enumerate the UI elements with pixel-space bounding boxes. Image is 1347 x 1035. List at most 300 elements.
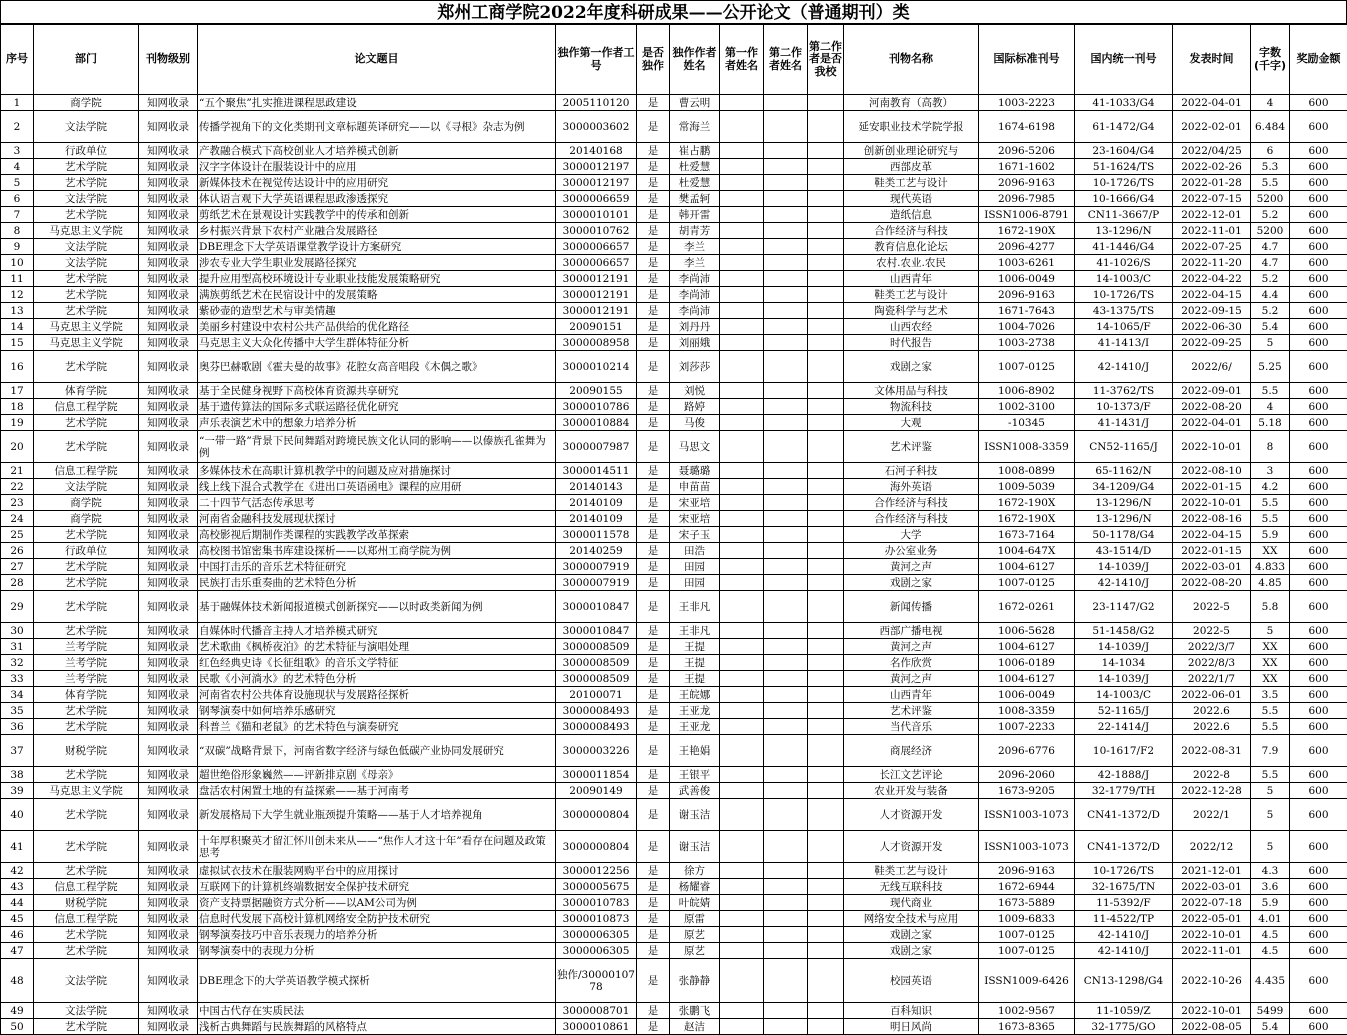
table-cell: 原雷 bbox=[670, 911, 720, 927]
table-cell: 36 bbox=[1, 719, 34, 735]
table-cell: 4 bbox=[1251, 399, 1290, 415]
table-cell: “五个聚焦”扎实推进课程思政建设 bbox=[198, 95, 556, 111]
table-cell: 4.85 bbox=[1251, 575, 1290, 591]
table-cell: 35 bbox=[1, 703, 34, 719]
table-cell: 艺术学院 bbox=[34, 415, 139, 431]
table-cell: 王提 bbox=[670, 639, 720, 655]
table-cell: 王银平 bbox=[670, 767, 720, 783]
table-cell: 14-1065/F bbox=[1075, 319, 1173, 335]
table-cell: 3000003226 bbox=[556, 735, 637, 767]
table-cell: XX bbox=[1251, 655, 1290, 671]
table-cell: 李尚沛 bbox=[670, 303, 720, 319]
table-cell bbox=[808, 671, 844, 687]
table-cell: 乡村振兴背景下农村产业融合发展路径 bbox=[198, 223, 556, 239]
column-header: 奖励金额 bbox=[1290, 25, 1347, 95]
table-cell: 戏剧之家 bbox=[844, 575, 979, 591]
table-cell: 王亚龙 bbox=[670, 703, 720, 719]
table-cell: 600 bbox=[1290, 527, 1347, 543]
table-cell: 2096-2060 bbox=[979, 767, 1075, 783]
table-cell: 11-4522/TP bbox=[1075, 911, 1173, 927]
table-cell bbox=[764, 927, 808, 943]
table-cell: 600 bbox=[1290, 783, 1347, 799]
table-cell: 5.9 bbox=[1251, 895, 1290, 911]
table-cell bbox=[720, 415, 764, 431]
table-cell: 41-1026/S bbox=[1075, 255, 1173, 271]
table-cell: 知网收录 bbox=[139, 111, 198, 143]
table-cell bbox=[720, 799, 764, 831]
table-cell: 2022-06-01 bbox=[1173, 687, 1251, 703]
table-row bbox=[1, 623, 1347, 639]
table-cell: 1004-6127 bbox=[979, 639, 1075, 655]
table-cell: 是 bbox=[637, 943, 670, 959]
table-cell: 知网收录 bbox=[139, 207, 198, 223]
table-cell: 知网收录 bbox=[139, 799, 198, 831]
table-cell: 财税学院 bbox=[34, 895, 139, 911]
table-cell: 3000010847 bbox=[556, 591, 637, 623]
table-cell bbox=[808, 863, 844, 879]
table-cell: 600 bbox=[1290, 735, 1347, 767]
table-cell: 52-1165/J bbox=[1075, 703, 1173, 719]
table-row bbox=[1, 319, 1347, 335]
table-cell: 新发展格局下大学生就业瓶颈提升策略——基于人才培养视角 bbox=[198, 799, 556, 831]
table-cell bbox=[764, 623, 808, 639]
table-cell: 造纸信息 bbox=[844, 207, 979, 223]
table-cell: 信息工程学院 bbox=[34, 463, 139, 479]
table-row bbox=[1, 383, 1347, 399]
table-cell: 14-1034 bbox=[1075, 655, 1173, 671]
table-cell bbox=[720, 767, 764, 783]
table-cell bbox=[808, 719, 844, 735]
table-row bbox=[1, 431, 1347, 463]
table-cell: 知网收录 bbox=[139, 287, 198, 303]
table-cell: 是 bbox=[637, 287, 670, 303]
table-cell: 是 bbox=[637, 783, 670, 799]
table-cell: 2022-01-15 bbox=[1173, 543, 1251, 559]
table-cell: 李尚沛 bbox=[670, 287, 720, 303]
table-cell: 600 bbox=[1290, 415, 1347, 431]
table-cell: 3.5 bbox=[1251, 687, 1290, 703]
table-cell: 文法学院 bbox=[34, 191, 139, 207]
table-cell: 人才资源开发 bbox=[844, 831, 979, 863]
table-cell: 杨耀睿 bbox=[670, 879, 720, 895]
table-cell: 3000006659 bbox=[556, 191, 637, 207]
table-cell: 马克思主义学院 bbox=[34, 335, 139, 351]
table-cell: 涉农专业大学生职业发展路径探究 bbox=[198, 255, 556, 271]
table-cell bbox=[764, 143, 808, 159]
table-cell: 3000012191 bbox=[556, 271, 637, 287]
table-cell: 600 bbox=[1290, 431, 1347, 463]
table-cell: 申苗苗 bbox=[670, 479, 720, 495]
column-header: 部门 bbox=[34, 25, 139, 95]
table-cell: 艺术歌曲《枫桥夜泊》的艺术特征与演唱处理 bbox=[198, 639, 556, 655]
table-cell: 知网收录 bbox=[139, 687, 198, 703]
table-cell: 2022-09-25 bbox=[1173, 335, 1251, 351]
table-cell: 是 bbox=[637, 879, 670, 895]
table-row bbox=[1, 959, 1347, 1003]
table-cell: 财税学院 bbox=[34, 735, 139, 767]
table-cell: 是 bbox=[637, 351, 670, 383]
table-cell bbox=[808, 591, 844, 623]
table-cell: 5.9 bbox=[1251, 527, 1290, 543]
table-cell: 3000008509 bbox=[556, 671, 637, 687]
table-cell bbox=[720, 175, 764, 191]
table-cell bbox=[720, 863, 764, 879]
table-cell: 20140168 bbox=[556, 143, 637, 159]
table-cell: 中国打击乐的音乐艺术特征研究 bbox=[198, 559, 556, 575]
table-cell: 600 bbox=[1290, 671, 1347, 687]
table-cell: 1 bbox=[1, 95, 34, 111]
table-cell: 知网收录 bbox=[139, 175, 198, 191]
table-cell: 3000010873 bbox=[556, 911, 637, 927]
table-cell: 600 bbox=[1290, 95, 1347, 111]
table-row bbox=[1, 543, 1347, 559]
table-cell: 3000008493 bbox=[556, 719, 637, 735]
table-cell bbox=[764, 303, 808, 319]
table-cell bbox=[808, 575, 844, 591]
table-cell: 多媒体技术在高职计算机教学中的问题及应对措施探讨 bbox=[198, 463, 556, 479]
table-cell: 河南省农村公共体育设施现状与发展路径探析 bbox=[198, 687, 556, 703]
table-cell: 5 bbox=[1251, 799, 1290, 831]
table-row bbox=[1, 399, 1347, 415]
table-cell bbox=[764, 671, 808, 687]
table-cell: 信息工程学院 bbox=[34, 879, 139, 895]
table-cell: 知网收录 bbox=[139, 463, 198, 479]
table-cell: 是 bbox=[637, 479, 670, 495]
table-cell bbox=[808, 767, 844, 783]
table-row bbox=[1, 767, 1347, 783]
table-cell: 20 bbox=[1, 431, 34, 463]
table-cell: 宋亚培 bbox=[670, 511, 720, 527]
table-cell: 22-1414/J bbox=[1075, 719, 1173, 735]
table-cell: 5 bbox=[1251, 623, 1290, 639]
table-cell: 2022-10-26 bbox=[1173, 959, 1251, 1003]
table-cell: 是 bbox=[637, 1003, 670, 1019]
table-cell: 600 bbox=[1290, 143, 1347, 159]
table-cell: 是 bbox=[637, 143, 670, 159]
table-cell: 行政单位 bbox=[34, 543, 139, 559]
table-cell: 3000010783 bbox=[556, 895, 637, 911]
table-cell: 是 bbox=[637, 415, 670, 431]
table-cell: 张鹏飞 bbox=[670, 1003, 720, 1019]
table-cell bbox=[808, 319, 844, 335]
table-cell: 5200 bbox=[1251, 191, 1290, 207]
table-cell: 艺术学院 bbox=[34, 831, 139, 863]
table-cell: 钢琴演奏技巧中音乐表现力的培养分析 bbox=[198, 927, 556, 943]
table-cell: 600 bbox=[1290, 543, 1347, 559]
table-cell: 体育学院 bbox=[34, 687, 139, 703]
table-cell bbox=[764, 783, 808, 799]
table-cell: 艺术学院 bbox=[34, 175, 139, 191]
table-cell bbox=[764, 1003, 808, 1019]
table-cell: 海外英语 bbox=[844, 479, 979, 495]
table-cell: CN41-1372/D bbox=[1075, 799, 1173, 831]
table-cell: 3000012191 bbox=[556, 303, 637, 319]
table-cell: 600 bbox=[1290, 223, 1347, 239]
table-cell bbox=[720, 223, 764, 239]
table-cell: “一带一路”背景下民间舞蹈对跨境民族文化认同的影响——以傣族孔雀舞为例 bbox=[198, 431, 556, 463]
table-cell: 是 bbox=[637, 239, 670, 255]
table-row bbox=[1, 799, 1347, 831]
table-cell: 600 bbox=[1290, 895, 1347, 911]
table-cell: 体认语言观下大学英语课程思政渗透探究 bbox=[198, 191, 556, 207]
table-cell: 600 bbox=[1290, 719, 1347, 735]
table-cell: 樊孟轲 bbox=[670, 191, 720, 207]
table-cell: 2096-7985 bbox=[979, 191, 1075, 207]
table-cell: 1671-1602 bbox=[979, 159, 1075, 175]
table-cell: CN13-1298/G4 bbox=[1075, 959, 1173, 1003]
table-cell: 文法学院 bbox=[34, 479, 139, 495]
table-cell bbox=[764, 479, 808, 495]
table-cell bbox=[764, 767, 808, 783]
table-cell: 1006-5628 bbox=[979, 623, 1075, 639]
column-header: 独作作者姓名 bbox=[670, 25, 720, 95]
table-cell: 2022/04/25 bbox=[1173, 143, 1251, 159]
table-cell: 14-1039/J bbox=[1075, 671, 1173, 687]
table-cell: 47 bbox=[1, 943, 34, 959]
table-cell: 2022-07-18 bbox=[1173, 895, 1251, 911]
table-row bbox=[1, 687, 1347, 703]
table-cell: 2022-08-10 bbox=[1173, 463, 1251, 479]
table-cell: 1006-0049 bbox=[979, 687, 1075, 703]
table-cell: 23-1147/G2 bbox=[1075, 591, 1173, 623]
table-cell bbox=[808, 783, 844, 799]
header-row bbox=[1, 25, 1347, 95]
table-cell: 4.5 bbox=[1251, 927, 1290, 943]
table-cell: 西部广播电视 bbox=[844, 623, 979, 639]
table-cell bbox=[808, 143, 844, 159]
table-cell: 38 bbox=[1, 767, 34, 783]
table-cell bbox=[720, 383, 764, 399]
table-cell: 刘悦 bbox=[670, 383, 720, 399]
table-cell bbox=[720, 159, 764, 175]
table-cell: 2022-8 bbox=[1173, 767, 1251, 783]
table-cell: 艺术学院 bbox=[34, 863, 139, 879]
table-cell: 600 bbox=[1290, 1003, 1347, 1019]
table-cell bbox=[808, 655, 844, 671]
table-cell: 谢玉洁 bbox=[670, 799, 720, 831]
table-cell: 28 bbox=[1, 575, 34, 591]
table-cell: 宋子玉 bbox=[670, 527, 720, 543]
table-cell: 王亚龙 bbox=[670, 719, 720, 735]
table-cell: 1004-6127 bbox=[979, 671, 1075, 687]
table-cell: 戏剧之家 bbox=[844, 927, 979, 943]
table-cell bbox=[720, 527, 764, 543]
table-cell: 2022-08-16 bbox=[1173, 511, 1251, 527]
table-cell bbox=[720, 1003, 764, 1019]
column-header: 字数(千字) bbox=[1251, 25, 1290, 95]
table-cell: 1672-190X bbox=[979, 495, 1075, 511]
table-cell: 3 bbox=[1, 143, 34, 159]
table-cell: 1672-6944 bbox=[979, 879, 1075, 895]
table-cell: 2022-01-15 bbox=[1173, 479, 1251, 495]
table-cell: 5 bbox=[1251, 783, 1290, 799]
table-cell bbox=[720, 431, 764, 463]
table-cell: 河南教育（高教） bbox=[844, 95, 979, 111]
table-cell: 艺术学院 bbox=[34, 1019, 139, 1035]
table-cell: 2022-04-01 bbox=[1173, 95, 1251, 111]
table-cell: 是 bbox=[637, 895, 670, 911]
table-cell: 16 bbox=[1, 351, 34, 383]
table-cell: 2022/1/7 bbox=[1173, 671, 1251, 687]
table-cell: 信息工程学院 bbox=[34, 911, 139, 927]
table-cell: 600 bbox=[1290, 239, 1347, 255]
table-cell: 原艺 bbox=[670, 943, 720, 959]
table-cell: 600 bbox=[1290, 767, 1347, 783]
table-cell: 是 bbox=[637, 495, 670, 511]
column-header: 国际标准刊号 bbox=[979, 25, 1075, 95]
table-cell: 21 bbox=[1, 463, 34, 479]
table-cell: 名作欣赏 bbox=[844, 655, 979, 671]
table-cell: 49 bbox=[1, 1003, 34, 1019]
table-cell: 长江文艺评论 bbox=[844, 767, 979, 783]
table-cell: 48 bbox=[1, 959, 34, 1003]
table-cell: 农业开发与装备 bbox=[844, 783, 979, 799]
table-cell bbox=[764, 399, 808, 415]
table-cell: ISSN1003-1073 bbox=[979, 799, 1075, 831]
table-row bbox=[1, 591, 1347, 623]
table-cell: 知网收录 bbox=[139, 623, 198, 639]
table-cell: 5.25 bbox=[1251, 351, 1290, 383]
table-cell bbox=[764, 287, 808, 303]
table-cell: 4 bbox=[1251, 95, 1290, 111]
table-row bbox=[1, 175, 1347, 191]
table-cell: 600 bbox=[1290, 943, 1347, 959]
table-cell: 农村.农业.农民 bbox=[844, 255, 979, 271]
table-cell: 3000010847 bbox=[556, 623, 637, 639]
table-cell: 9 bbox=[1, 239, 34, 255]
table-body bbox=[1, 95, 1347, 1035]
table-cell: 3000000804 bbox=[556, 831, 637, 863]
table-cell: 红色经典史诗《长征组歌》的音乐文学特征 bbox=[198, 655, 556, 671]
table-cell: 7.9 bbox=[1251, 735, 1290, 767]
table-cell: 2022-02-01 bbox=[1173, 111, 1251, 143]
table-cell: 46 bbox=[1, 927, 34, 943]
table-cell: CN41-1372/D bbox=[1075, 831, 1173, 863]
table-cell bbox=[720, 207, 764, 223]
table-cell: 大观 bbox=[844, 415, 979, 431]
table-cell bbox=[764, 799, 808, 831]
table-cell: 是 bbox=[637, 687, 670, 703]
table-cell bbox=[808, 95, 844, 111]
table-cell: 高校图书馆密集书库建设探析——以郑州工商学院为例 bbox=[198, 543, 556, 559]
table-cell: 刘丽娥 bbox=[670, 335, 720, 351]
table-cell: 600 bbox=[1290, 655, 1347, 671]
table-cell: 600 bbox=[1290, 303, 1347, 319]
table-cell bbox=[808, 159, 844, 175]
table-row bbox=[1, 143, 1347, 159]
table-cell: 李兰 bbox=[670, 255, 720, 271]
table-cell bbox=[808, 831, 844, 863]
table-cell: 2022-08-20 bbox=[1173, 399, 1251, 415]
table-cell: 鞋类工艺与设计 bbox=[844, 287, 979, 303]
table-row bbox=[1, 479, 1347, 495]
table-cell: 艺术学院 bbox=[34, 351, 139, 383]
table-cell: 是 bbox=[637, 111, 670, 143]
table-cell: 3000010214 bbox=[556, 351, 637, 383]
table-cell: 32 bbox=[1, 655, 34, 671]
table-cell: 时代报告 bbox=[844, 335, 979, 351]
table-cell: 百科知识 bbox=[844, 1003, 979, 1019]
table-row bbox=[1, 927, 1347, 943]
table-cell bbox=[720, 719, 764, 735]
table-cell: 1002-3100 bbox=[979, 399, 1075, 415]
table-cell: 赵洁 bbox=[670, 1019, 720, 1035]
table-cell: 1672-190X bbox=[979, 511, 1075, 527]
column-header: 论文题目 bbox=[198, 25, 556, 95]
table-cell bbox=[764, 719, 808, 735]
table-cell: 是 bbox=[637, 95, 670, 111]
table-cell bbox=[764, 207, 808, 223]
table-cell bbox=[764, 559, 808, 575]
table-cell: 合作经济与科技 bbox=[844, 495, 979, 511]
table-cell: 是 bbox=[637, 959, 670, 1003]
table-cell: 王非凡 bbox=[670, 591, 720, 623]
table-cell: 1006-0189 bbox=[979, 655, 1075, 671]
table-cell: 田园 bbox=[670, 559, 720, 575]
table-cell: 2022-07-25 bbox=[1173, 239, 1251, 255]
table-cell: 1007-0125 bbox=[979, 351, 1075, 383]
table-cell: 20090149 bbox=[556, 783, 637, 799]
table-cell: 2022-07-15 bbox=[1173, 191, 1251, 207]
table-cell: 2022.6 bbox=[1173, 719, 1251, 735]
table-cell: 2022-11-01 bbox=[1173, 223, 1251, 239]
table-cell: 1003-6261 bbox=[979, 255, 1075, 271]
table-cell: 物流科技 bbox=[844, 399, 979, 415]
table-cell: 知网收录 bbox=[139, 351, 198, 383]
table-cell: 知网收录 bbox=[139, 911, 198, 927]
table-cell: 5499 bbox=[1251, 1003, 1290, 1019]
table-cell bbox=[808, 911, 844, 927]
table-cell bbox=[808, 959, 844, 1003]
table-cell: 2022-09-15 bbox=[1173, 303, 1251, 319]
table-cell: 韩开雷 bbox=[670, 207, 720, 223]
table-cell: 10-1617/F2 bbox=[1075, 735, 1173, 767]
table-cell: 2096-9163 bbox=[979, 175, 1075, 191]
table-cell bbox=[764, 511, 808, 527]
table-cell: 600 bbox=[1290, 255, 1347, 271]
table-cell: 知网收录 bbox=[139, 335, 198, 351]
table-cell: 马思文 bbox=[670, 431, 720, 463]
table-cell: 39 bbox=[1, 783, 34, 799]
table-cell: 5.5 bbox=[1251, 511, 1290, 527]
table-cell: 4 bbox=[1, 159, 34, 175]
table-cell: 合作经济与科技 bbox=[844, 511, 979, 527]
table-cell: 知网收录 bbox=[139, 703, 198, 719]
table-cell bbox=[720, 511, 764, 527]
table-row bbox=[1, 415, 1347, 431]
table-cell: 知网收录 bbox=[139, 143, 198, 159]
table-row bbox=[1, 271, 1347, 287]
table-cell: 2022-09-01 bbox=[1173, 383, 1251, 399]
table-cell: 13-1296/N bbox=[1075, 223, 1173, 239]
column-header: 第二作者是否我校 bbox=[808, 25, 844, 95]
column-header: 独作第一作者工号 bbox=[556, 25, 637, 95]
table-cell bbox=[764, 575, 808, 591]
table-cell: 600 bbox=[1290, 463, 1347, 479]
table-cell: 3000008509 bbox=[556, 639, 637, 655]
table-cell: 商学院 bbox=[34, 95, 139, 111]
table-cell bbox=[808, 175, 844, 191]
table-cell: 山西青年 bbox=[844, 271, 979, 287]
table-cell: 戏剧之家 bbox=[844, 943, 979, 959]
table-cell: 路婷 bbox=[670, 399, 720, 415]
column-header: 第一作者姓名 bbox=[720, 25, 764, 95]
table-cell bbox=[720, 111, 764, 143]
table-cell: 5.4 bbox=[1251, 1019, 1290, 1035]
table-cell: 11-1059/Z bbox=[1075, 1003, 1173, 1019]
table-cell: 现代商业 bbox=[844, 895, 979, 911]
table-cell: 2022-5 bbox=[1173, 591, 1251, 623]
